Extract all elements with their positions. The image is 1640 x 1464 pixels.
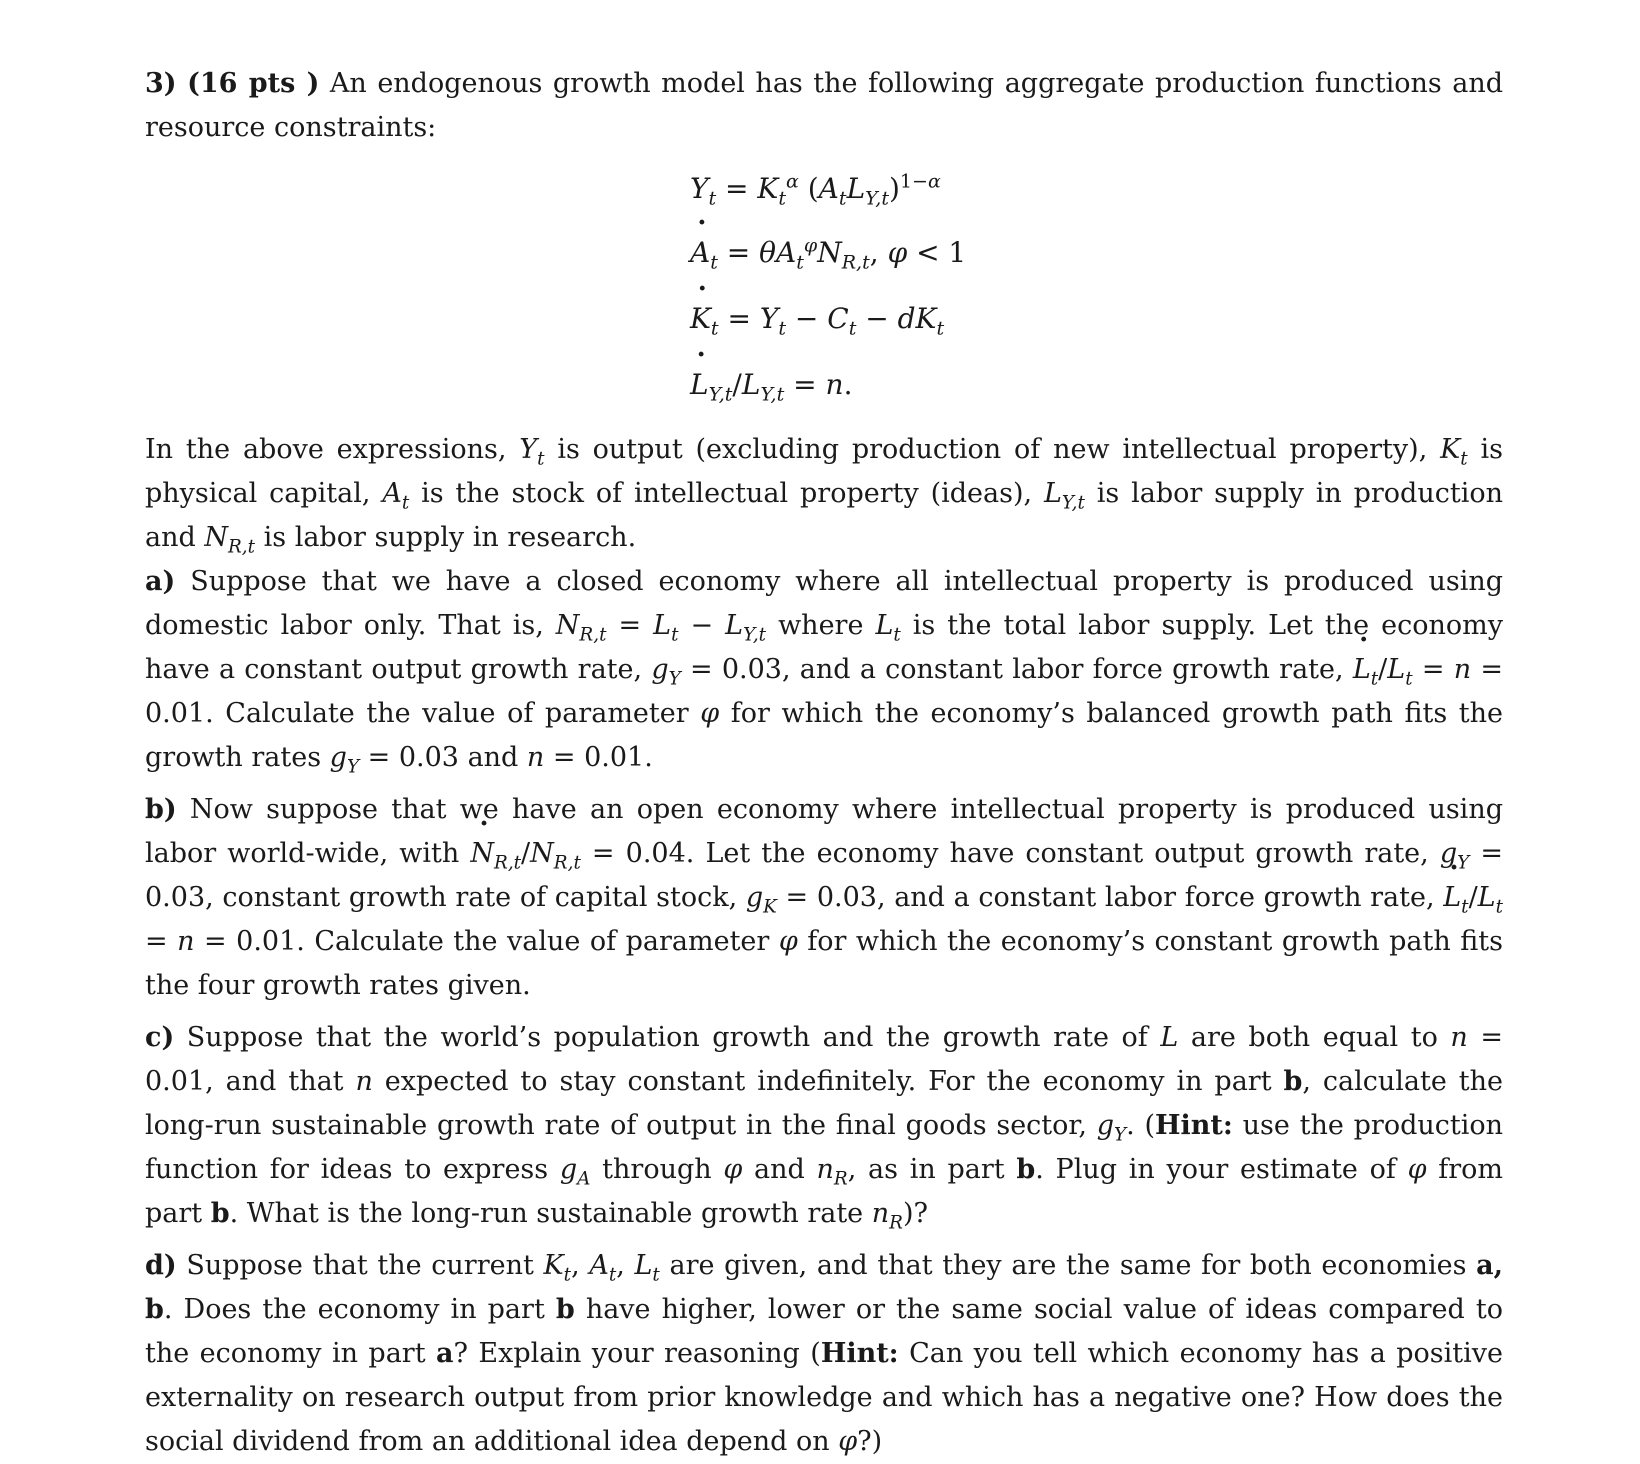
question-points: (16 pts ) <box>187 68 320 99</box>
part-a: a) Suppose that we have a closed economy where all intellectual property is produced using domestic labor only. That is, $N_{R,t} = L_t - L_{Y,t}$ where $L_t$ is the total labor supply. Let the economy have a constant output growth rate, $g_Y = 0.03$, and a constant labor force growth rate, · $L_t/L_t = n = 0.01$. Calculate the value of parameter φ for which the economy’s balanced growth path fits the growth rates $g_Y = 0.03$ and n = 0.01. <box>145 560 1503 780</box>
part-b: b) Now suppose that we have an open economy where intellectual property is produced using labor world-wide, with · $N_{R,t}/N_{R,t} = 0.04$. Let the economy have constant output growth rate, $g_Y = 0.03$, constant growth rate of capital stock, $g_K = 0.03$, and a constant labor force growth rate, · $L_t/L_t = n = 0.01$. Calculate the value of parameter φ for which the economy’s constant growth path fits the four growth rates given. <box>145 788 1503 1008</box>
part-c: c) Suppose that the world’s population growth and the growth rate of L are both equal to n = 0.01, and that n expected to stay constant indefinitely. For the economy in part b, calculate the long-run sustainable growth rate of output in the final goods sector, $g_Y$. (Hint: use the production function for ideas to express $g_A$ through φ and $n_R$, as in part b. Plug in your estimate of φ from part b. What is the long-run sustainable growth rate $n_R$)? <box>145 1022 1504 1234</box>
question-number: 3) <box>145 68 177 99</box>
problem-page <box>145 62 1503 1464</box>
part-c-label: c) <box>145 1022 175 1053</box>
equation-ideas: · $A_t = \theta A_t^\varphi N_{R,t}$, φ < 1 <box>690 220 1503 286</box>
equation-labor: · $L_{Y,t}/L_{Y,t} = n$. <box>690 352 1503 418</box>
definitions-paragraph: In the above expressions, $Y_t$ is output (excluding production of new intellectual property), $K_t$ is physical capital, $A_t$ is the stock of intellectual property (ideas), $L_{Y,t}$ is labor supply in production and $N_{R,t}$ is labor supply in research. <box>145 434 1503 558</box>
equation-production: $Y_t = K_t^\alpha$ $(A_tL_{Y,t})^{1-\alpha}$ <box>690 170 941 210</box>
part-a-label: a) <box>145 566 176 597</box>
equation-capital: · $K_t = Y_t - C_t - dK_t$ <box>690 286 1503 352</box>
part-b-label: b) <box>145 794 177 825</box>
part-d: d) Suppose that the current $K_t$, $A_t$, $L_t$ are given, and that they are the same for both economies a, b. Does the economy in part b have higher, lower or the same social value of ideas compared to the economy in part a? Explain your reasoning (Hint: Can you tell which economy has a positive externality on research output from prior knowledge and which has a negative one? How does the social dividend from an additional idea depend on φ?) <box>145 1250 1504 1457</box>
question-intro-text: An endogenous growth model has the following aggregate production functions and resource constraints: <box>145 68 1503 143</box>
part-d-label: d) <box>145 1250 177 1281</box>
equation-block <box>145 158 1503 418</box>
question-intro <box>145 62 1503 150</box>
